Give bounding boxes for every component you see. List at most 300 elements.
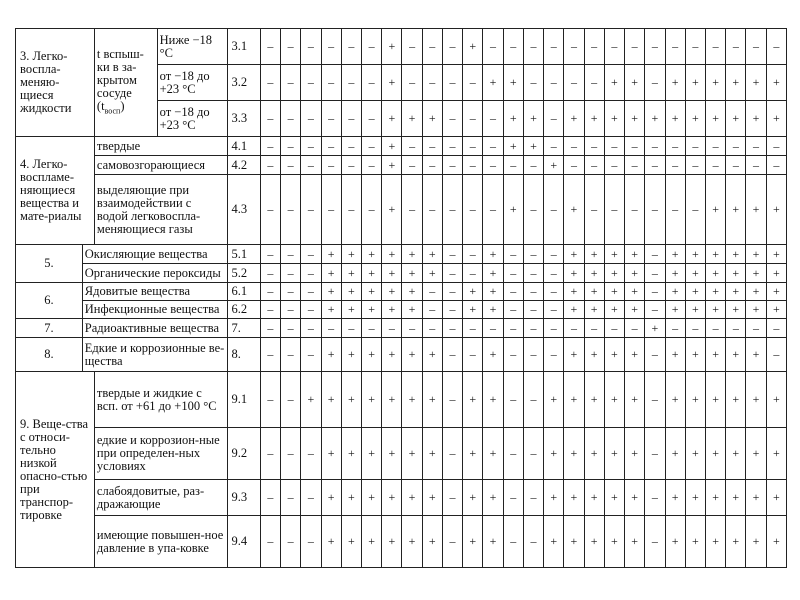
compatibility-cell: – xyxy=(705,29,725,65)
row-code: 4.1 xyxy=(228,137,260,156)
compatibility-cell: + xyxy=(402,372,422,428)
compatibility-cell: – xyxy=(726,319,746,338)
compatibility-cell: – xyxy=(503,319,523,338)
compatibility-cell: + xyxy=(726,245,746,264)
compatibility-cell: + xyxy=(564,372,584,428)
compatibility-cell: + xyxy=(463,372,483,428)
compatibility-cell: – xyxy=(301,516,321,568)
compatibility-cell: + xyxy=(341,516,361,568)
subclass-label: самовозгорающиеся xyxy=(94,156,228,175)
compatibility-cell: + xyxy=(746,480,766,516)
compatibility-cell: – xyxy=(422,156,442,175)
compatibility-cell: + xyxy=(705,301,725,319)
compatibility-cell: – xyxy=(463,137,483,156)
compatibility-cell: + xyxy=(321,301,341,319)
subclass-label: твердые и жидкие с всп. от +61 до +100 °С xyxy=(94,372,228,428)
compatibility-cell: + xyxy=(705,428,725,480)
compatibility-cell: + xyxy=(341,428,361,480)
table-row xyxy=(16,156,787,175)
compatibility-cell: + xyxy=(341,283,361,301)
compatibility-cell: + xyxy=(382,264,402,283)
compatibility-cell: – xyxy=(321,137,341,156)
class-5-number: 5. xyxy=(16,245,83,283)
compatibility-cell: – xyxy=(301,101,321,137)
compatibility-cell: – xyxy=(463,65,483,101)
compatibility-cell: – xyxy=(645,156,665,175)
compatibility-cell: – xyxy=(584,175,604,245)
row-code: 9.3 xyxy=(228,480,260,516)
compatibility-cell: + xyxy=(463,29,483,65)
compatibility-cell: – xyxy=(301,319,321,338)
compatibility-cell: – xyxy=(442,137,462,156)
compatibility-cell: – xyxy=(341,29,361,65)
table-row xyxy=(16,338,787,372)
compatibility-cell: – xyxy=(281,156,301,175)
compatibility-cell: – xyxy=(281,283,301,301)
compatibility-cell: + xyxy=(604,264,624,283)
compatibility-cell: – xyxy=(645,175,665,245)
row-code: 8. xyxy=(228,338,260,372)
compatibility-cell: + xyxy=(726,301,746,319)
compatibility-cell: + xyxy=(382,156,402,175)
compatibility-cell: – xyxy=(301,29,321,65)
compatibility-cell: + xyxy=(544,480,564,516)
compatibility-cell: – xyxy=(442,283,462,301)
compatibility-cell: – xyxy=(604,156,624,175)
compatibility-cell: + xyxy=(361,301,381,319)
compatibility-cell: + xyxy=(382,137,402,156)
row-code: 3.3 xyxy=(228,101,260,137)
compatibility-table xyxy=(15,28,787,568)
compatibility-cell: + xyxy=(483,480,503,516)
condition-label: от −18 до +23 °С xyxy=(157,65,228,101)
compatibility-cell: – xyxy=(281,264,301,283)
compatibility-cell: + xyxy=(483,338,503,372)
compatibility-cell: – xyxy=(564,137,584,156)
compatibility-cell: + xyxy=(463,428,483,480)
compatibility-cell: – xyxy=(665,29,685,65)
compatibility-cell: + xyxy=(746,65,766,101)
compatibility-cell: – xyxy=(442,101,462,137)
compatibility-cell: + xyxy=(523,101,543,137)
compatibility-cell: – xyxy=(341,101,361,137)
compatibility-cell: + xyxy=(604,372,624,428)
compatibility-cell: – xyxy=(260,319,280,338)
compatibility-cell: + xyxy=(321,245,341,264)
compatibility-cell: – xyxy=(483,156,503,175)
compatibility-cell: – xyxy=(442,29,462,65)
compatibility-cell: + xyxy=(746,516,766,568)
compatibility-cell: + xyxy=(382,245,402,264)
compatibility-cell: + xyxy=(665,338,685,372)
compatibility-cell: – xyxy=(483,29,503,65)
compatibility-cell: – xyxy=(260,480,280,516)
compatibility-cell: + xyxy=(483,283,503,301)
compatibility-cell: – xyxy=(463,175,483,245)
row-code: 3.1 xyxy=(228,29,260,65)
compatibility-cell: + xyxy=(341,480,361,516)
compatibility-cell: + xyxy=(766,372,786,428)
compatibility-cell: – xyxy=(442,301,462,319)
compatibility-cell: – xyxy=(402,29,422,65)
table-row xyxy=(16,319,787,338)
compatibility-cell: + xyxy=(766,301,786,319)
compatibility-cell: + xyxy=(746,264,766,283)
compatibility-cell: + xyxy=(746,338,766,372)
compatibility-cell: + xyxy=(463,516,483,568)
compatibility-cell: – xyxy=(766,137,786,156)
row-code: 7. xyxy=(228,319,260,338)
compatibility-cell: – xyxy=(442,428,462,480)
table-row xyxy=(16,516,787,568)
compatibility-cell: – xyxy=(645,428,665,480)
compatibility-cell: + xyxy=(483,516,503,568)
compatibility-cell: + xyxy=(665,428,685,480)
compatibility-cell: + xyxy=(361,245,381,264)
compatibility-cell: – xyxy=(604,175,624,245)
compatibility-cell: – xyxy=(301,156,321,175)
compatibility-cell: – xyxy=(402,319,422,338)
compatibility-cell: + xyxy=(604,245,624,264)
compatibility-cell: + xyxy=(726,283,746,301)
row-code: 6.1 xyxy=(228,283,260,301)
compatibility-cell: + xyxy=(625,245,645,264)
compatibility-cell: + xyxy=(503,175,523,245)
compatibility-cell: – xyxy=(422,283,442,301)
compatibility-cell: + xyxy=(564,301,584,319)
compatibility-cell: – xyxy=(483,101,503,137)
flash-temperature-label: t вспыш-ки в за-крытом сосуде $(t_{восп})$ xyxy=(94,29,157,137)
compatibility-cell: + xyxy=(483,245,503,264)
compatibility-cell: – xyxy=(523,480,543,516)
compatibility-cell: – xyxy=(361,319,381,338)
compatibility-cell: – xyxy=(321,156,341,175)
compatibility-cell: + xyxy=(564,428,584,480)
document-page xyxy=(15,28,787,583)
compatibility-cell: + xyxy=(361,338,381,372)
compatibility-cell: – xyxy=(665,175,685,245)
class-3-label: 3. Легко-воспла-меняю-щиеся жидкости xyxy=(16,29,95,137)
compatibility-cell: + xyxy=(463,283,483,301)
compatibility-cell: + xyxy=(705,245,725,264)
compatibility-cell: – xyxy=(766,338,786,372)
compatibility-cell: + xyxy=(422,338,442,372)
compatibility-cell: – xyxy=(685,175,705,245)
class-7-number: 7. xyxy=(16,319,83,338)
compatibility-cell: + xyxy=(503,101,523,137)
compatibility-cell: + xyxy=(321,283,341,301)
compatibility-cell: + xyxy=(382,372,402,428)
row-code: 3.2 xyxy=(228,65,260,101)
compatibility-cell: + xyxy=(361,480,381,516)
compatibility-cell: – xyxy=(645,29,665,65)
compatibility-cell: – xyxy=(604,137,624,156)
compatibility-cell: – xyxy=(463,156,483,175)
compatibility-cell: + xyxy=(625,301,645,319)
table-row xyxy=(16,301,787,319)
compatibility-cell: – xyxy=(503,264,523,283)
compatibility-cell: – xyxy=(503,29,523,65)
compatibility-cell: – xyxy=(361,137,381,156)
compatibility-cell: + xyxy=(584,372,604,428)
compatibility-cell: – xyxy=(442,264,462,283)
compatibility-cell: + xyxy=(463,480,483,516)
compatibility-cell: – xyxy=(584,319,604,338)
compatibility-cell: – xyxy=(726,29,746,65)
class-6-number: 6. xyxy=(16,283,83,319)
compatibility-cell: + xyxy=(422,264,442,283)
compatibility-cell: + xyxy=(584,480,604,516)
compatibility-cell: + xyxy=(402,480,422,516)
compatibility-cell: – xyxy=(665,137,685,156)
compatibility-cell: + xyxy=(321,428,341,480)
class-7-label: Радиоактивные вещества xyxy=(82,319,228,338)
compatibility-cell: + xyxy=(746,301,766,319)
compatibility-cell: + xyxy=(726,175,746,245)
compatibility-cell: + xyxy=(625,264,645,283)
compatibility-cell: – xyxy=(705,137,725,156)
compatibility-cell: + xyxy=(665,372,685,428)
compatibility-cell: + xyxy=(402,245,422,264)
compatibility-cell: + xyxy=(665,65,685,101)
compatibility-cell: + xyxy=(746,428,766,480)
compatibility-cell: – xyxy=(301,283,321,301)
compatibility-cell: + xyxy=(584,516,604,568)
compatibility-cell: – xyxy=(746,319,766,338)
compatibility-cell: + xyxy=(321,480,341,516)
compatibility-cell: + xyxy=(685,372,705,428)
row-code: 9.2 xyxy=(228,428,260,480)
compatibility-cell: – xyxy=(523,65,543,101)
compatibility-cell: + xyxy=(685,264,705,283)
compatibility-cell: – xyxy=(625,29,645,65)
compatibility-cell: – xyxy=(281,65,301,101)
compatibility-cell: – xyxy=(301,301,321,319)
compatibility-cell: – xyxy=(726,137,746,156)
compatibility-cell: – xyxy=(260,137,280,156)
compatibility-cell: + xyxy=(665,264,685,283)
compatibility-cell: – xyxy=(544,175,564,245)
compatibility-cell: – xyxy=(665,319,685,338)
compatibility-cell: – xyxy=(544,319,564,338)
compatibility-cell: – xyxy=(685,156,705,175)
compatibility-cell: – xyxy=(260,264,280,283)
compatibility-cell: + xyxy=(422,372,442,428)
class-8-label: Едкие и коррозионные ве-щества xyxy=(82,338,228,372)
compatibility-cell: – xyxy=(463,338,483,372)
compatibility-cell: – xyxy=(301,65,321,101)
compatibility-cell: – xyxy=(503,245,523,264)
compatibility-cell: + xyxy=(726,264,746,283)
table-row xyxy=(16,283,787,301)
compatibility-cell: – xyxy=(422,175,442,245)
compatibility-cell: + xyxy=(625,428,645,480)
compatibility-cell: – xyxy=(442,338,462,372)
compatibility-cell: – xyxy=(746,29,766,65)
table-row xyxy=(16,245,787,264)
compatibility-cell: + xyxy=(665,480,685,516)
table-row xyxy=(16,29,787,65)
compatibility-cell: – xyxy=(523,245,543,264)
compatibility-cell: + xyxy=(382,428,402,480)
row-code: 4.2 xyxy=(228,156,260,175)
compatibility-cell: + xyxy=(726,480,746,516)
compatibility-cell: + xyxy=(705,516,725,568)
compatibility-cell: + xyxy=(604,283,624,301)
compatibility-cell: – xyxy=(544,101,564,137)
compatibility-cell: – xyxy=(625,137,645,156)
compatibility-cell: + xyxy=(584,428,604,480)
compatibility-cell: + xyxy=(321,516,341,568)
compatibility-cell: – xyxy=(766,319,786,338)
compatibility-cell: – xyxy=(584,137,604,156)
compatibility-cell: – xyxy=(584,29,604,65)
compatibility-cell: + xyxy=(726,65,746,101)
compatibility-cell: – xyxy=(766,156,786,175)
compatibility-cell: + xyxy=(422,101,442,137)
compatibility-cell: – xyxy=(281,480,301,516)
compatibility-cell: – xyxy=(726,156,746,175)
compatibility-cell: + xyxy=(321,264,341,283)
compatibility-cell: – xyxy=(422,65,442,101)
compatibility-cell: + xyxy=(726,101,746,137)
compatibility-cell: + xyxy=(726,372,746,428)
compatibility-cell: + xyxy=(604,338,624,372)
compatibility-cell: – xyxy=(564,156,584,175)
compatibility-cell: + xyxy=(341,372,361,428)
subclass-label: имеющие повышен-ное давление в упа-ковке xyxy=(94,516,228,568)
compatibility-cell: + xyxy=(422,245,442,264)
compatibility-cell: – xyxy=(321,319,341,338)
compatibility-cell: + xyxy=(544,372,564,428)
compatibility-cell: + xyxy=(584,338,604,372)
compatibility-cell: + xyxy=(766,516,786,568)
compatibility-cell: – xyxy=(301,264,321,283)
compatibility-cell: + xyxy=(402,283,422,301)
compatibility-cell: + xyxy=(422,516,442,568)
compatibility-cell: + xyxy=(746,245,766,264)
compatibility-cell: – xyxy=(523,301,543,319)
compatibility-cell: + xyxy=(564,283,584,301)
compatibility-cell: – xyxy=(523,372,543,428)
compatibility-cell: – xyxy=(341,319,361,338)
compatibility-cell: + xyxy=(766,65,786,101)
compatibility-cell: + xyxy=(341,301,361,319)
compatibility-cell: – xyxy=(301,175,321,245)
compatibility-cell: – xyxy=(301,338,321,372)
compatibility-cell: + xyxy=(766,245,786,264)
compatibility-cell: + xyxy=(746,175,766,245)
compatibility-cell: – xyxy=(523,156,543,175)
compatibility-cell: + xyxy=(564,338,584,372)
compatibility-cell: – xyxy=(301,245,321,264)
table-row xyxy=(16,175,787,245)
compatibility-cell: – xyxy=(281,101,301,137)
compatibility-cell: + xyxy=(382,175,402,245)
compatibility-cell: – xyxy=(544,283,564,301)
compatibility-cell: – xyxy=(503,301,523,319)
compatibility-cell: – xyxy=(503,516,523,568)
compatibility-cell: + xyxy=(685,338,705,372)
compatibility-cell: + xyxy=(483,264,503,283)
compatibility-cell: – xyxy=(321,101,341,137)
compatibility-cell: – xyxy=(544,65,564,101)
compatibility-cell: + xyxy=(382,516,402,568)
compatibility-cell: – xyxy=(321,29,341,65)
compatibility-cell: + xyxy=(402,101,422,137)
compatibility-cell: – xyxy=(645,480,665,516)
compatibility-cell: + xyxy=(685,301,705,319)
compatibility-cell: – xyxy=(746,137,766,156)
compatibility-cell: – xyxy=(260,101,280,137)
compatibility-cell: + xyxy=(321,338,341,372)
compatibility-cell: + xyxy=(361,428,381,480)
compatibility-cell: – xyxy=(281,301,301,319)
compatibility-cell: – xyxy=(341,175,361,245)
compatibility-cell: – xyxy=(685,29,705,65)
compatibility-cell: – xyxy=(503,283,523,301)
subclass-label: твердые xyxy=(94,137,228,156)
compatibility-cell: + xyxy=(746,283,766,301)
compatibility-cell: – xyxy=(645,65,665,101)
compatibility-cell: – xyxy=(321,175,341,245)
compatibility-cell: + xyxy=(544,428,564,480)
compatibility-cell: + xyxy=(685,428,705,480)
compatibility-cell: – xyxy=(442,65,462,101)
compatibility-cell: + xyxy=(726,338,746,372)
compatibility-cell: + xyxy=(705,101,725,137)
compatibility-cell: + xyxy=(645,319,665,338)
compatibility-cell: – xyxy=(544,137,564,156)
compatibility-cell: + xyxy=(604,480,624,516)
compatibility-cell: + xyxy=(604,301,624,319)
compatibility-cell: + xyxy=(341,264,361,283)
compatibility-cell: + xyxy=(625,372,645,428)
compatibility-cell: + xyxy=(361,283,381,301)
compatibility-cell: + xyxy=(766,175,786,245)
compatibility-cell: + xyxy=(705,480,725,516)
compatibility-cell: + xyxy=(564,264,584,283)
compatibility-cell: + xyxy=(705,372,725,428)
compatibility-cell: + xyxy=(766,101,786,137)
compatibility-cell: – xyxy=(523,319,543,338)
class-4-label: 4. Легко-воспламе-няющиеся вещества и мате-риалы xyxy=(16,137,95,245)
compatibility-cell: + xyxy=(685,480,705,516)
compatibility-cell: + xyxy=(402,516,422,568)
compatibility-cell: + xyxy=(422,428,442,480)
compatibility-cell: + xyxy=(382,101,402,137)
compatibility-cell: – xyxy=(645,264,665,283)
compatibility-cell: – xyxy=(705,156,725,175)
compatibility-cell: + xyxy=(584,283,604,301)
compatibility-cell: – xyxy=(422,29,442,65)
compatibility-cell: – xyxy=(523,428,543,480)
compatibility-cell: + xyxy=(483,372,503,428)
compatibility-cell: + xyxy=(665,283,685,301)
compatibility-cell: – xyxy=(341,137,361,156)
compatibility-cell: + xyxy=(402,428,422,480)
compatibility-cell: – xyxy=(260,29,280,65)
compatibility-cell: + xyxy=(726,428,746,480)
compatibility-cell: – xyxy=(463,101,483,137)
compatibility-cell: + xyxy=(564,516,584,568)
compatibility-cell: + xyxy=(625,516,645,568)
compatibility-cell: + xyxy=(766,264,786,283)
compatibility-cell: + xyxy=(341,338,361,372)
compatibility-cell: – xyxy=(523,175,543,245)
compatibility-cell: – xyxy=(402,65,422,101)
compatibility-cell: + xyxy=(604,516,624,568)
